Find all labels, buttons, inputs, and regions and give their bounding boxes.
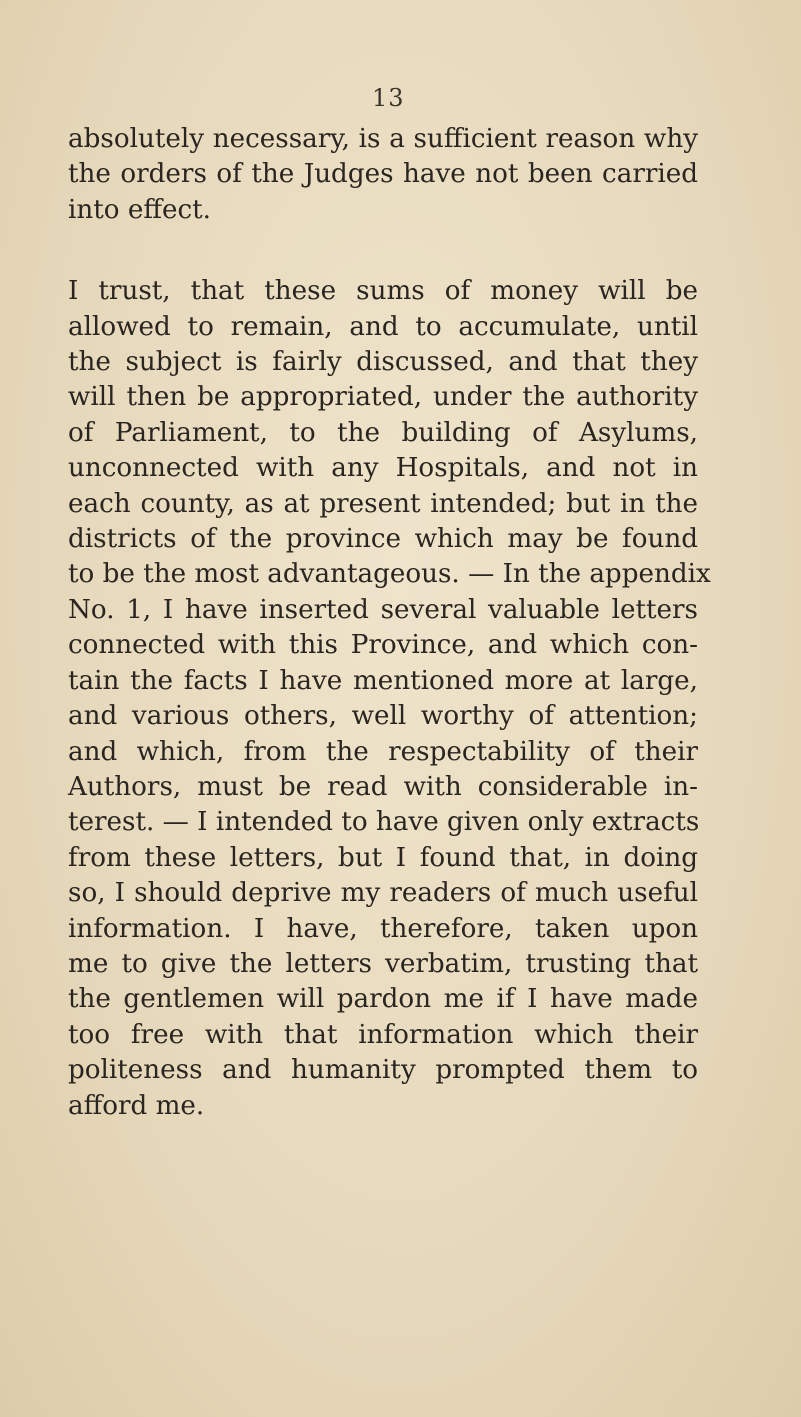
paragraph-1 — [68, 122, 698, 228]
text-line: and which, from the respectability of their — [68, 736, 698, 767]
text-line: connected with this Province, and which con- — [68, 630, 698, 661]
text-line: me to give the letters verbatim, trusting that — [68, 948, 698, 979]
text-line: so, I should deprive my readers of much useful — [68, 878, 698, 909]
text-line: Authors, must be read with considerable in- — [68, 771, 698, 802]
text-line: to be the most advantageous. — In the appendix — [68, 559, 711, 590]
text-line: of Parliament, to the building of Asylums, — [68, 417, 698, 448]
text-line: into effect. — [68, 194, 211, 225]
text-line: politeness and humanity prompted them to — [68, 1055, 698, 1086]
text-line: districts of the province which may be found — [68, 524, 698, 555]
text-line: the subject is fairly discussed, and that they — [68, 347, 698, 378]
text-line: from these letters, but I found that, in doing — [68, 842, 698, 873]
text-line: No. 1, I have inserted several valuable letters — [68, 594, 698, 625]
text-line: allowed to remain, and to accumulate, until — [68, 311, 698, 342]
paragraph-2 — [68, 274, 711, 1124]
text-line: absolutely necessary, is a sufficient reason why — [68, 124, 698, 154]
text-line: too free with that information which their — [68, 1019, 698, 1050]
text-line: afford me. — [68, 1090, 205, 1121]
text-line: each county, as at present intended; but in the — [68, 488, 698, 519]
text-line: and various others, well worthy of attention; — [68, 701, 698, 732]
text-line: will then be appropriated, under the authority — [68, 382, 698, 413]
text-line: the orders of the Judges have not been carried — [68, 159, 698, 190]
body-text — [68, 122, 711, 1124]
text-line: I trust, that these sums of money will be — [68, 276, 698, 307]
text-line: information. I have, therefore, taken upon — [68, 913, 698, 944]
page-number: 13 — [372, 84, 405, 112]
text-line: the gentlemen will pardon me if I have made — [68, 984, 698, 1015]
text-line: tain the facts I have mentioned more at large, — [68, 665, 698, 696]
text-line: terest. — I intended to have given only extracts — [68, 807, 700, 838]
text-line: unconnected with any Hospitals, and not in — [68, 453, 698, 484]
